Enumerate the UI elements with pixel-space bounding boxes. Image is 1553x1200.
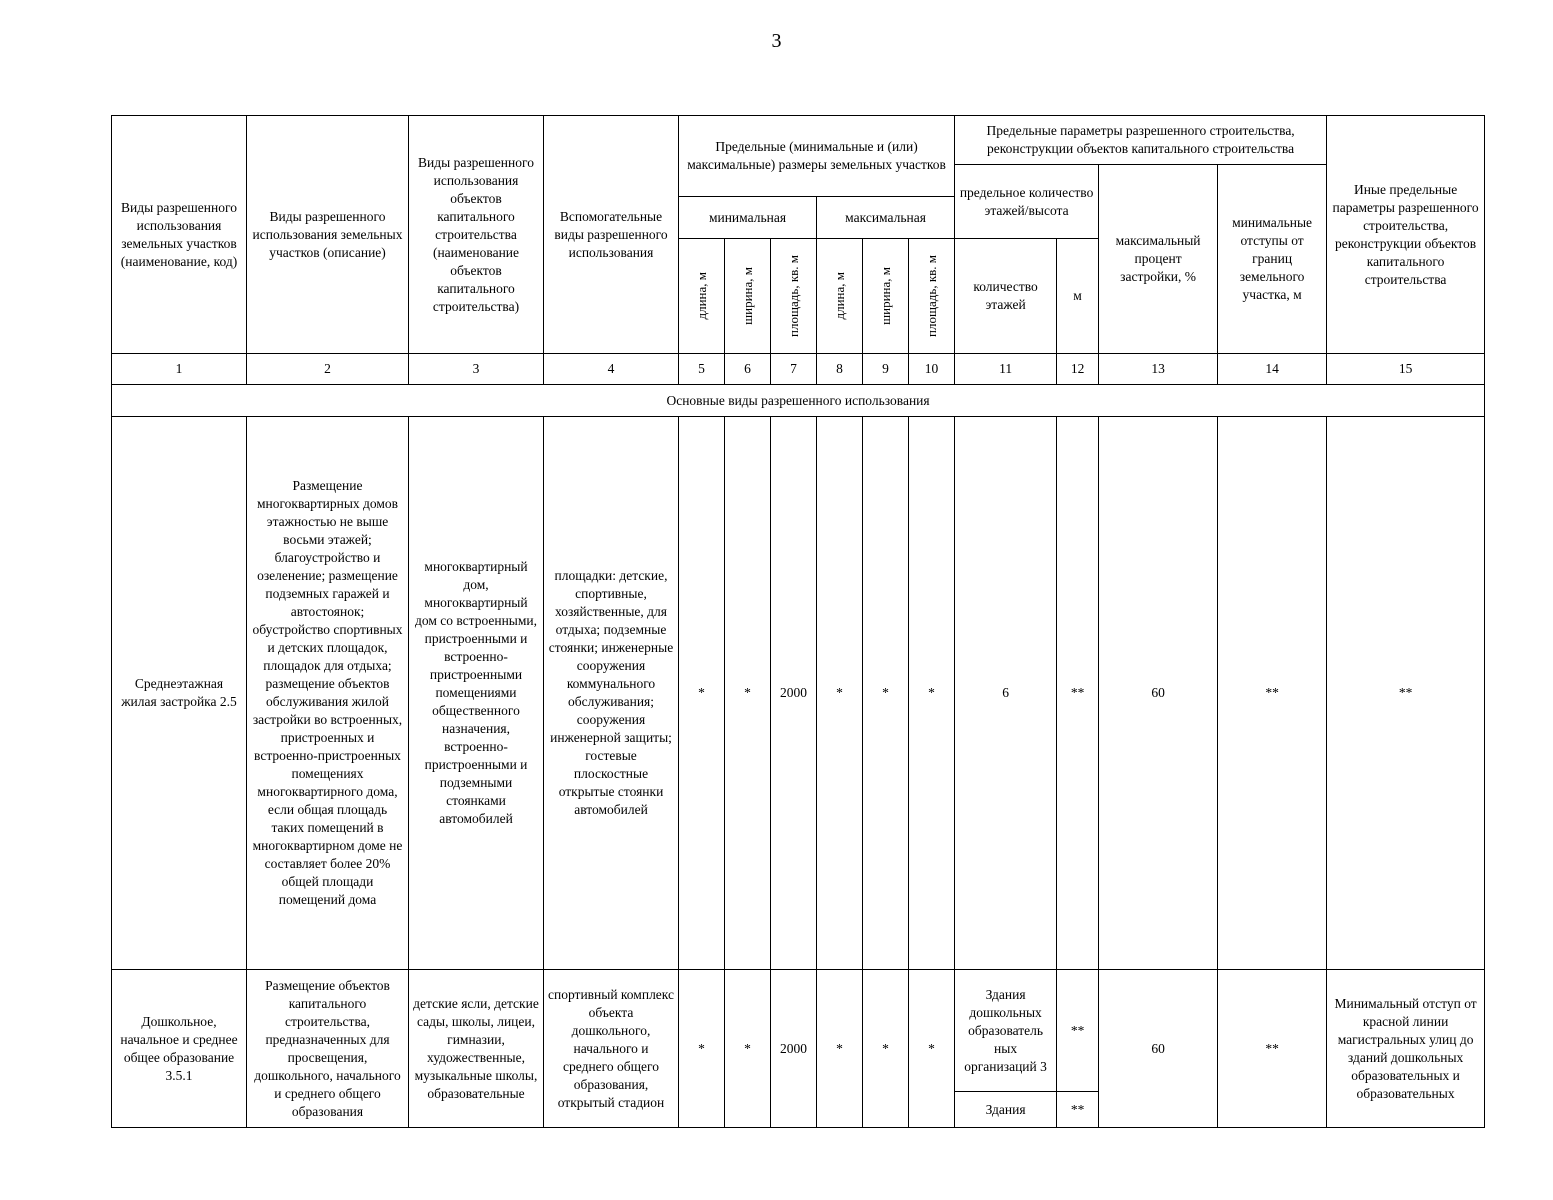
col-number: 11 — [955, 354, 1057, 385]
header-minimal: минимальная — [679, 197, 817, 239]
table-row — [112, 417, 1485, 970]
header-min-length: длина, м — [693, 272, 709, 320]
row-max-length: * — [817, 970, 863, 1128]
col-number: 12 — [1057, 354, 1099, 385]
col-number: 10 — [909, 354, 955, 385]
header-limit-sizes: Предельные (минимальные и (или) максимальные) размеры земельных участков — [679, 116, 955, 197]
header-min-area: площадь, кв. м — [785, 255, 801, 337]
header-max-width: ширина, м — [877, 267, 893, 325]
col-number: 2 — [247, 354, 409, 385]
row-height-a: ** — [1057, 970, 1099, 1092]
row-max-area: * — [909, 970, 955, 1128]
row-objects: многоквартирный дом, многоквартирный дом со встроенными, пристроенными и встроенно-пристроенными помещениями общественного назначения, встроенно-пристроенными и подземными стоянками автомобилей — [409, 417, 544, 970]
row-auxiliary: спортивный комплекс объекта дошкольного, начального и среднего общего образования, открытый стадион — [544, 970, 679, 1128]
row-height: ** — [1057, 417, 1099, 970]
row-other: Минимальный отступ от красной линии магистральных улиц до зданий дошкольных образовательных и образовательных — [1327, 970, 1485, 1128]
header-max-length: длина, м — [831, 272, 847, 320]
header-col1: Виды разрешенного использования земельных участков (наименование, код) — [112, 116, 247, 354]
row-max-width: * — [863, 970, 909, 1128]
row-min-area: 2000 — [771, 970, 817, 1128]
header-min-setback: минимальные отступы от границ земельного участка, м — [1218, 165, 1327, 354]
row-floors: 6 — [955, 417, 1057, 970]
row-other: ** — [1327, 417, 1485, 970]
row-objects: детские ясли, детские сады, школы, лицеи, гимназии, художественные, музыкальные школы, образовательные — [409, 970, 544, 1128]
col-number: 5 — [679, 354, 725, 385]
page-number: 3 — [771, 30, 782, 52]
col-number: 13 — [1099, 354, 1218, 385]
row-auxiliary: площадки: детские, спортивные, хозяйственные, для отдыха; подземные стоянки; инженерные сооружения коммунального обслуживания; сооружения инженерной защиты; гостевые плоскостные открытые стоянки автомобилей — [544, 417, 679, 970]
row-min-width: * — [725, 970, 771, 1128]
row-floors-a: Здания дошкольных образователь ных организаций 3 — [955, 970, 1057, 1092]
row-max-area: * — [909, 417, 955, 970]
row-min-area: 2000 — [771, 417, 817, 970]
col-number: 1 — [112, 354, 247, 385]
table-row — [112, 970, 1485, 1092]
section-title: Основные виды разрешенного использования — [112, 385, 1485, 417]
col-number: 7 — [771, 354, 817, 385]
col-number: 15 — [1327, 354, 1485, 385]
col-number: 9 — [863, 354, 909, 385]
row-floors-b: Здания — [955, 1092, 1057, 1128]
col-number: 14 — [1218, 354, 1327, 385]
col-number: 4 — [544, 354, 679, 385]
header-floors-height: предельное количество этажей/высота — [955, 165, 1099, 239]
header-other: Иные предельные параметры разрешенного строительства, реконструкции объектов капитального строительства — [1327, 116, 1485, 354]
header-min-width: ширина, м — [739, 267, 755, 325]
column-numbers-row — [112, 354, 1485, 385]
col-number: 3 — [409, 354, 544, 385]
row-min-width: * — [725, 417, 771, 970]
row-description: Размещение многоквартирных домов этажностью не выше восьми этажей; благоустройство и озеленение; размещение подземных гаражей и автостоянок; обустройство спортивных и детских площадок, площадок для отдыха; размещение объектов обслуживания жилой застройки во встроенных, пристроенных и встроенно-пристроенных помещениях многоквартирного дома, если общая площадь таких помещений в многоквартирном доме не составляет более 20% общей площади помещений дома — [247, 417, 409, 970]
header-col3: Виды разрешенного использования объектов капитального строительства (наименование объектов капитального строительства) — [409, 116, 544, 354]
row-setback: ** — [1218, 417, 1327, 970]
row-description: Размещение объектов капитального строительства, предназначенных для просвещения, дошкольного, начального и среднего общего образования — [247, 970, 409, 1128]
row-name: Среднеэтажная жилая застройка 2.5 — [112, 417, 247, 970]
header-build-params: Предельные параметры разрешенного строительства, реконструкции объектов капитального строительства — [955, 116, 1327, 165]
row-max-width: * — [863, 417, 909, 970]
row-min-length: * — [679, 970, 725, 1128]
row-max-length: * — [817, 417, 863, 970]
header-col4: Вспомогательные виды разрешенного использования — [544, 116, 679, 354]
row-max-percent: 60 — [1099, 417, 1218, 970]
row-setback: ** — [1218, 970, 1327, 1128]
header-max-area: площадь, кв. м — [923, 255, 939, 337]
col-number: 8 — [817, 354, 863, 385]
row-name: Дошкольное, начальное и среднее общее образование 3.5.1 — [112, 970, 247, 1128]
row-height-b: ** — [1057, 1092, 1099, 1128]
header-maximal: максимальная — [817, 197, 955, 239]
header-max-percent: максимальный процент застройки, % — [1099, 165, 1218, 354]
regulations-table — [111, 115, 1485, 1128]
row-max-percent: 60 — [1099, 970, 1218, 1128]
header-meters: м — [1057, 239, 1099, 354]
col-number: 6 — [725, 354, 771, 385]
header-col2: Виды разрешенного использования земельных участков (описание) — [247, 116, 409, 354]
row-min-length: * — [679, 417, 725, 970]
header-floors-count: количество этажей — [955, 239, 1057, 354]
